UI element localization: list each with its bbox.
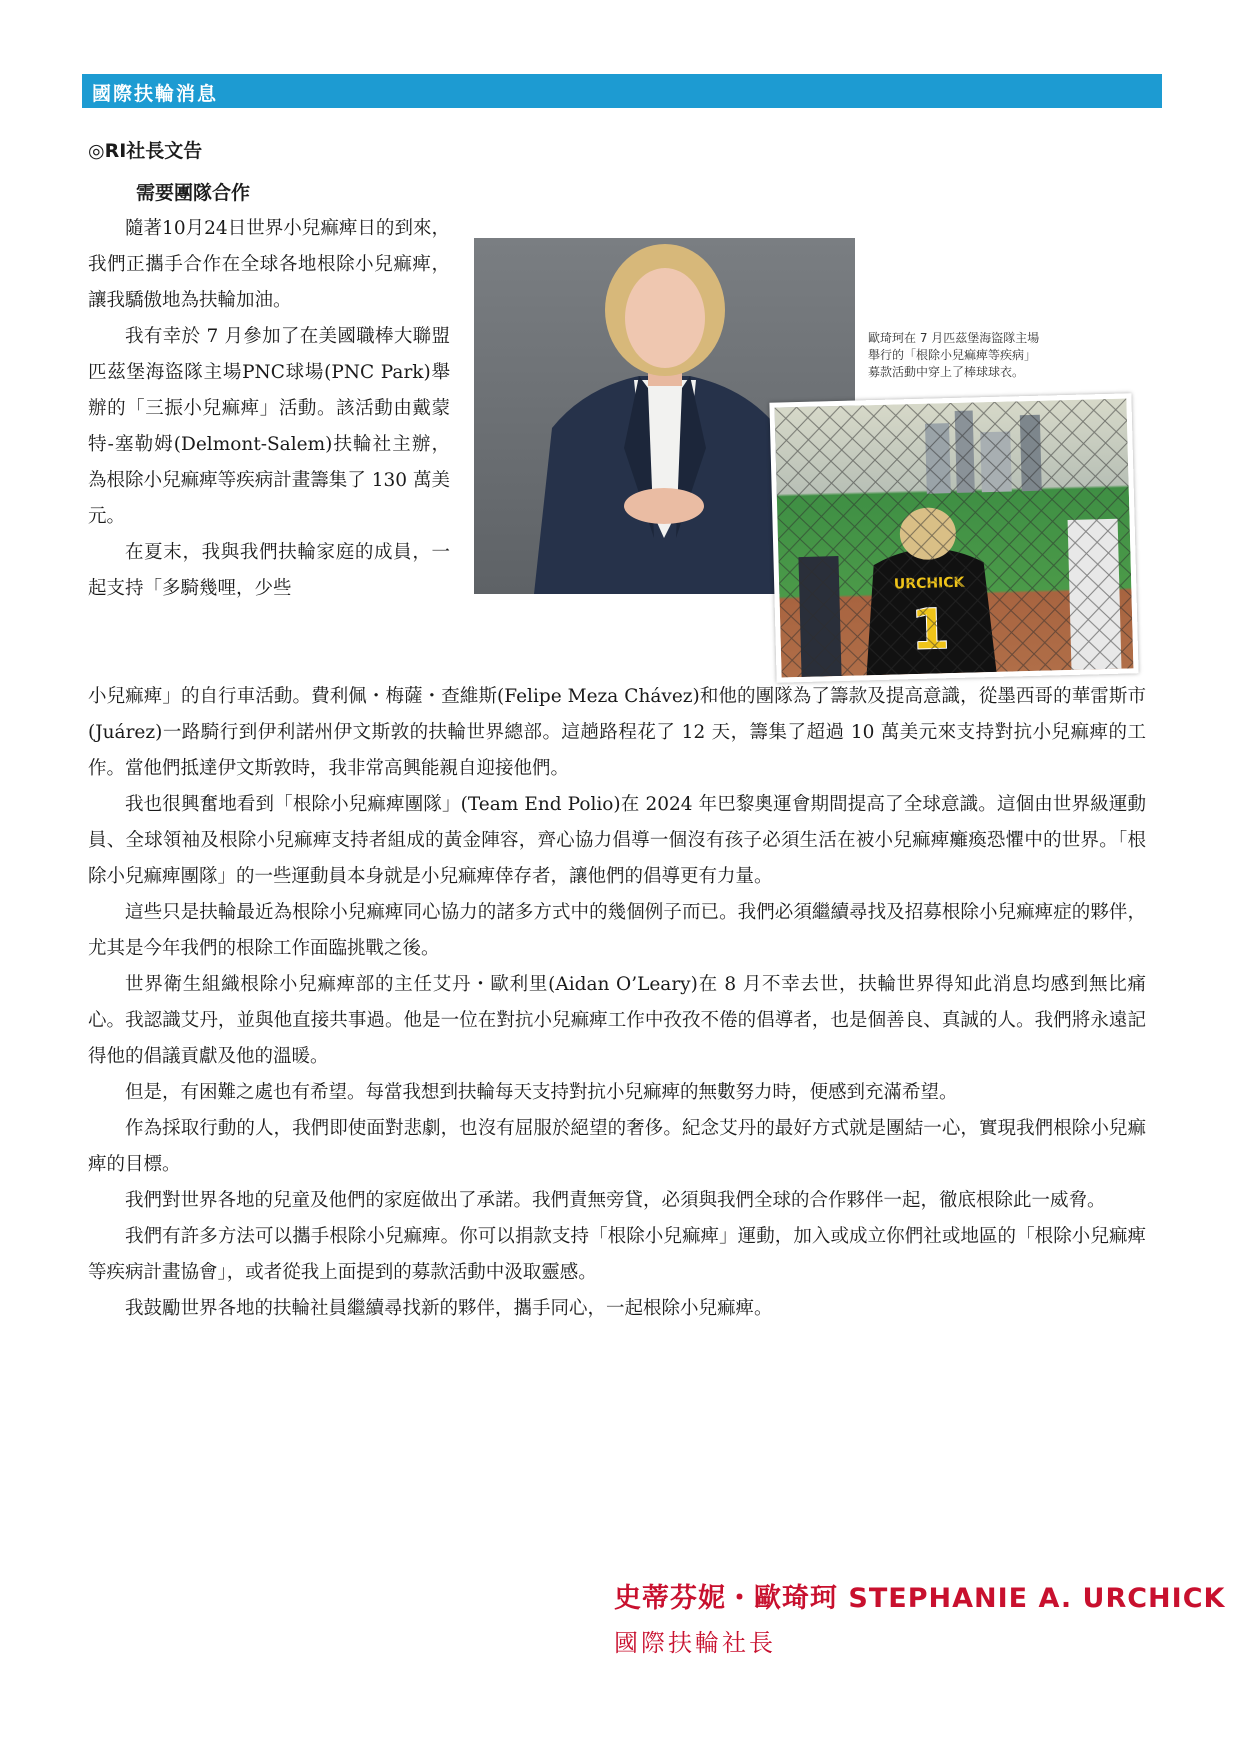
paragraph: 小兒痲痺」的自行車活動。費利佩・梅薩・查維斯(Felipe Meza Chávez)和他的團隊為了籌款及提高意識，從墨西哥的華雷斯市(Juárez)一路騎行到伊利諾州伊文斯敦的扶輪世界總部。這趟路程花了 12 天，籌集了超過 10 萬美元來支持對抗小兒痲痺的工作。當他們抵達伊文斯敦時，我非常高興能親自迎接他們。 (88, 686, 1146, 779)
section-title: ◎RI社長文告 (88, 140, 203, 162)
caption-line: 募款活動中穿上了棒球球衣。 (868, 365, 1025, 379)
caption-line: 歐琦珂在 7 月匹茲堡海盜隊主場 (868, 331, 1040, 345)
article-body-full-width (88, 679, 1146, 1327)
paragraph: 隨著10月24日世界小兒痲痺日的到來，我們正攜手合作在全球各地根除小兒痲痺，讓我驕傲地為扶輪加油。 (88, 218, 450, 311)
ballpark-event-photo (769, 393, 1138, 682)
ballpark-illustration (775, 398, 1134, 677)
paragraph: 但是，有困難之處也有希望。每當我想到扶輪每天支持對抗小兒痲痺的無數努力時，便感到充滿希望。 (125, 1082, 958, 1103)
photo-caption (868, 330, 1078, 381)
section-header-bar (82, 74, 1162, 108)
paragraph: 世界衛生組織根除小兒痲痺部的主任艾丹・歐利里(Aidan O’Leary)在 8 月不幸去世，扶輪世界得知此消息均感到無比痛心。我認識艾丹，並與他直接共事過。他是一位在對抗小兒痲痺工作中孜孜不倦的倡導者，也是個善良、真誠的人。我們將永遠記得他的倡議貢獻及他的溫暖。 (88, 974, 1146, 1067)
paragraph: 在夏末，我與我們扶輪家庭的成員，一起支持「多騎幾哩，少些 (88, 542, 450, 599)
signature-title: 國際扶輪社長 (614, 1629, 776, 1657)
paragraph: 我們有許多方法可以攜手根除小兒痲痺。你可以捐款支持「根除小兒痲痺」運動，加入或成立你們社或地區的「根除小兒痲痺等疾病計畫協會」，或者從我上面提到的募款活動中汲取靈感。 (88, 1226, 1146, 1283)
paragraph: 我也很興奮地看到「根除小兒痲痺團隊」(Team End Polio)在 2024 年巴黎奧運會期間提高了全球意識。這個由世界級運動員、全球領袖及根除小兒痲痺支持者組成的黃金陣容，齊心協力倡導一個沒有孩子必須生活在被小兒痲痺癱瘓恐懼中的世界。「根除小兒痲痺團隊」的一些運動員本身就是小兒痲痺倖存者，讓他們的倡導更有力量。 (88, 794, 1146, 887)
signature-name: 史蒂芬妮・歐琦珂 STEPHANIE A. URCHICK (614, 1583, 1226, 1614)
paragraph: 我有幸於 7 月參加了在美國職棒大聯盟匹茲堡海盜隊主場PNC球場(PNC Park)舉辦的「三振小兒痲痺」活動。該活動由戴蒙特-塞勒姆(Delmont-Salem)扶輪社主辦，為根除小兒痲痺等疾病計畫籌集了 130 萬美元。 (88, 326, 450, 527)
caption-line: 舉行的「根除小兒痲痺等疾病」 (868, 348, 1037, 362)
paragraph: 作為採取行動的人，我們即使面對悲劇，也沒有屈服於絕望的奢侈。紀念艾丹的最好方式就是團結一心，實現我們根除小兒痲痺的目標。 (88, 1118, 1146, 1175)
paragraph: 這些只是扶輪最近為根除小兒痲痺同心協力的諸多方式中的幾個例子而已。我們必須繼續尋找及招募根除小兒痲痺症的夥伴，尤其是今年我們的根除工作面臨挑戰之後。 (88, 902, 1146, 959)
paragraph: 我們對世界各地的兒童及他們的家庭做出了承諾。我們責無旁貸，必須與我們全球的合作夥伴一起，徹底根除此一威脅。 (125, 1190, 1106, 1211)
section-header-label: 國際扶輪消息 (92, 83, 219, 105)
article-body-left-column (88, 211, 450, 607)
paragraph: 我鼓勵世界各地的扶輪社員繼續尋找新的夥伴，攜手同心，一起根除小兒痲痺。 (125, 1298, 773, 1319)
article-title: 需要團隊合作 (136, 182, 251, 204)
